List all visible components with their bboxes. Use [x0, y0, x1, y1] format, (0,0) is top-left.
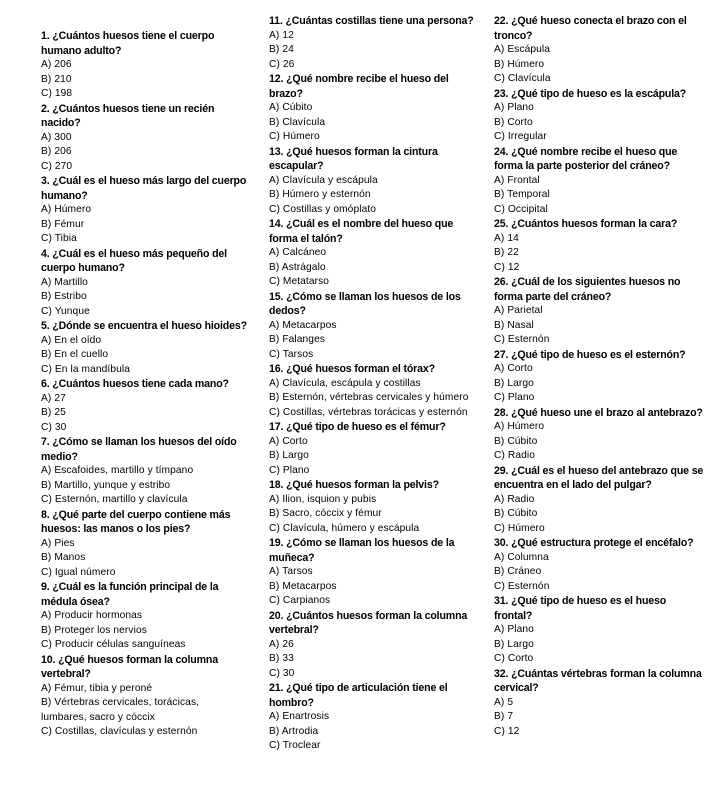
answer-option: C) 198	[41, 88, 73, 99]
question-item	[269, 72, 474, 145]
answer-option: A) 27	[41, 392, 66, 404]
question-text: 13. ¿Qué huesos forman la cintura escapular?	[269, 145, 438, 172]
answer-option: C) Húmero	[494, 522, 545, 534]
question-text: 7. ¿Cómo se llaman los huesos del oído medio?	[41, 436, 237, 463]
answer-option: A) Plano	[494, 102, 534, 113]
question-text: 19. ¿Cómo se llaman los huesos de la muñeca?	[269, 537, 455, 564]
question-item	[269, 145, 474, 218]
question-text: 18. ¿Qué huesos forman la pelvis?	[269, 479, 439, 491]
answer-option: C) Metatarso	[269, 276, 330, 287]
question-item	[494, 217, 706, 275]
answer-option: A) Plano	[494, 624, 534, 635]
question-text: 4. ¿Cuál es el hueso más pequeño del cuerpo humano?	[41, 247, 227, 274]
answer-option: C) Esternón	[494, 580, 550, 592]
question-text: 8. ¿Qué parte del cuerpo contiene más huesos: las manos o los pies?	[41, 508, 231, 535]
question-text: 11. ¿Cuántas costillas tiene una persona?	[269, 15, 474, 27]
answer-option: B) 7	[494, 711, 514, 722]
answer-option: B) Clavícula	[269, 116, 326, 128]
answer-option: C) Carpianos	[269, 595, 331, 606]
answer-option: B) Metacarpos	[269, 580, 337, 592]
answer-option: A) Columna	[494, 551, 549, 563]
answer-option: B) 210	[41, 73, 72, 85]
question-text: 5. ¿Dónde se encuentra el hueso hioides?	[41, 320, 247, 332]
answer-option: A) Pies	[41, 537, 75, 549]
question-item	[41, 174, 247, 247]
answer-option: A) Tarsos	[269, 566, 313, 577]
answer-option: C) Igual número	[41, 566, 116, 578]
question-item	[41, 319, 247, 377]
answer-option: B) Nasal	[494, 319, 534, 331]
answer-option: C) Producir células sanguíneas	[41, 639, 186, 650]
answer-option: B) Martillo, yunque y estribo	[41, 479, 171, 491]
question-item	[269, 478, 474, 536]
answer-option: B) Fémur	[41, 218, 85, 230]
answer-option: C) En la mandíbula	[41, 363, 131, 375]
question-text: 10. ¿Qué huesos forman la columna vertebral?	[41, 653, 218, 680]
answer-option: C) Clavícula, húmero y escápula	[269, 522, 420, 534]
question-text: 32. ¿Cuántas vértebras forman la columna cervical?	[494, 667, 702, 694]
answer-option: A) Clavícula y escápula	[269, 174, 378, 186]
answer-option: A) Frontal	[494, 174, 540, 186]
answer-option: A) 26	[269, 638, 294, 650]
question-text: 28. ¿Qué hueso une el brazo al antebrazo?	[494, 406, 703, 419]
question-item	[494, 594, 706, 667]
answer-option: B) Manos	[41, 552, 86, 563]
answer-option: C) Plano	[494, 392, 535, 403]
answer-option: A) 300	[41, 131, 72, 143]
question-item	[494, 536, 706, 594]
question-item	[41, 29, 247, 102]
answer-option: B) Vértebras cervicales, torácicas, lumbares, sacro y cóccix	[41, 697, 200, 723]
answer-option: B) Astrágalo	[269, 261, 326, 273]
question-item	[41, 435, 247, 508]
answer-option: B) Corto	[494, 116, 533, 128]
answer-option: C) Costillas y omóplato	[269, 203, 377, 215]
question-item	[41, 247, 247, 320]
answer-option: B) 33	[269, 653, 294, 664]
answer-option: B) Estribo	[41, 291, 87, 302]
question-text: 20. ¿Cuántos huesos forman la columna vertebral?	[269, 609, 468, 636]
answer-option: B) Húmero y esternón	[269, 189, 371, 200]
question-item	[41, 653, 247, 740]
question-text: 23. ¿Qué tipo de hueso es la escápula?	[494, 87, 687, 100]
answer-option: B) 206	[41, 146, 72, 157]
answer-option: C) 270	[41, 160, 73, 172]
answer-option: A) Cúbito	[269, 102, 313, 113]
answer-option: C) Occipital	[494, 203, 548, 215]
question-text: 3. ¿Cuál es el hueso más largo del cuerpo humano?	[41, 175, 247, 202]
answer-option: A) Corto	[269, 435, 308, 447]
answer-option: B) Cúbito	[494, 508, 538, 519]
answer-option: C) Troclear	[269, 740, 321, 751]
answer-option: A) 12	[269, 29, 294, 41]
answer-option: B) Sacro, cóccix y fémur	[269, 508, 382, 519]
quiz-column-3	[494, 0, 706, 738]
quiz-column-1	[41, 0, 247, 740]
question-item	[269, 536, 474, 609]
answer-option: A) Fémur, tibia y peroné	[41, 682, 153, 694]
answer-option: C) Yunque	[41, 305, 90, 317]
answer-option: A) Parietal	[494, 305, 543, 316]
answer-option: C) 30	[41, 421, 67, 433]
answer-option: B) Falanges	[269, 334, 326, 345]
answer-option: A) Escápula	[494, 44, 551, 55]
question-item	[494, 464, 706, 537]
answer-option: C) Radio	[494, 450, 535, 461]
question-item	[269, 217, 474, 290]
answer-option: B) Proteger los nervios	[41, 624, 147, 636]
answer-option: C) Esternón	[494, 334, 550, 345]
question-text: 1. ¿Cuántos huesos tiene el cuerpo humano adulto?	[41, 30, 215, 57]
question-item	[494, 14, 706, 87]
answer-option: A) Húmero	[41, 204, 92, 215]
question-item	[494, 406, 706, 464]
answer-option: A) Clavícula, escápula y costillas	[269, 377, 421, 389]
answer-option: B) Húmero	[494, 58, 545, 70]
question-item	[269, 609, 474, 682]
question-text: 2. ¿Cuántos huesos tiene un recién nacido?	[41, 102, 215, 129]
question-text: 31. ¿Qué tipo de hueso es el hueso frontal?	[494, 595, 667, 622]
answer-option: B) 25	[41, 407, 66, 418]
question-text: 6. ¿Cuántos huesos tiene cada mano?	[41, 378, 229, 390]
question-item	[41, 377, 247, 435]
answer-option: A) Martillo	[41, 276, 88, 288]
question-text: 16. ¿Qué huesos forman el tórax?	[269, 363, 435, 375]
question-text: 12. ¿Qué nombre recibe el hueso del brazo?	[269, 73, 449, 100]
answer-option: A) Producir hormonas	[41, 610, 143, 621]
answer-option: A) 5	[494, 696, 514, 708]
answer-option: C) Plano	[269, 464, 310, 476]
answer-option: C) Corto	[494, 653, 534, 664]
answer-option: A) Ilion, isquion y pubis	[269, 493, 377, 505]
question-text: 29. ¿Cuál es el hueso del antebrazo que se encuentra en el lado del pulgar?	[494, 464, 704, 491]
answer-option: B) Cráneo	[494, 566, 542, 577]
answer-option: A) Metacarpos	[269, 319, 337, 331]
question-item	[494, 348, 706, 406]
question-text: 9. ¿Cuál es la función principal de la médula ósea?	[41, 581, 219, 608]
answer-option: B) Largo	[494, 377, 534, 389]
answer-option: C) Clavícula	[494, 73, 551, 84]
answer-option: C) Irregular	[494, 131, 547, 142]
answer-option: A) 14	[494, 232, 519, 244]
answer-option: C) Húmero	[269, 131, 320, 142]
question-item	[269, 681, 474, 752]
answer-option: B) 24	[269, 44, 294, 55]
answer-option: A) En el oído	[41, 334, 102, 346]
answer-option: A) Corto	[494, 363, 533, 374]
question-item	[41, 102, 247, 175]
question-item	[494, 275, 706, 348]
question-text: 22. ¿Qué hueso conecta el brazo con el tronco?	[494, 15, 687, 42]
question-text: 25. ¿Cuántos huesos forman la cara?	[494, 218, 678, 230]
question-item	[41, 580, 247, 653]
quiz-column-2	[269, 0, 474, 752]
question-text: 14. ¿Cuál es el nombre del hueso que forma el talón?	[269, 218, 454, 245]
question-text: 27. ¿Qué tipo de hueso es el esternón?	[494, 348, 686, 361]
answer-option: A) Húmero	[494, 421, 545, 432]
question-item	[269, 420, 474, 478]
question-item	[269, 290, 474, 363]
answer-option: A) Escafoides, martillo y tímpano	[41, 465, 194, 476]
answer-option: C) Tibia	[41, 233, 77, 244]
answer-option: B) Temporal	[494, 189, 550, 200]
answer-option: B) Artrodia	[269, 725, 319, 737]
answer-option: C) Costillas, clavículas y esternón	[41, 726, 198, 737]
question-text: 17. ¿Qué tipo de hueso es el fémur?	[269, 421, 446, 433]
question-item	[269, 362, 474, 420]
answer-option: C) 12	[494, 261, 520, 273]
question-text: 30. ¿Qué estructura protege el encéfalo?	[494, 537, 694, 549]
answer-option: A) Enartrosis	[269, 711, 330, 722]
answer-option: C) 12	[494, 725, 520, 737]
answer-option: B) Esternón, vértebras cervicales y húmero	[269, 392, 469, 403]
question-item	[494, 87, 706, 145]
answer-option: B) 22	[494, 247, 519, 258]
answer-option: A) Calcáneo	[269, 247, 327, 258]
question-item	[41, 508, 247, 581]
answer-option: B) Largo	[269, 450, 309, 461]
answer-option: A) 206	[41, 59, 72, 70]
answer-option: C) Esternón, martillo y clavícula	[41, 494, 188, 505]
question-text: 15. ¿Cómo se llaman los huesos de los dedos?	[269, 290, 461, 317]
answer-option: C) Costillas, vértebras torácicas y esternón	[269, 406, 468, 418]
question-item	[269, 14, 474, 72]
answer-option: C) 26	[269, 58, 295, 70]
question-item	[494, 667, 706, 738]
answer-option: C) 30	[269, 667, 295, 679]
question-text: 21. ¿Qué tipo de articulación tiene el hombro?	[269, 682, 448, 709]
answer-option: A) Radio	[494, 493, 535, 505]
question-text: 24. ¿Qué nombre recibe el hueso que forma la parte posterior del cráneo?	[494, 145, 678, 172]
answer-option: C) Tarsos	[269, 348, 314, 360]
question-text: 26. ¿Cuál de los siguientes huesos no forma parte del cráneo?	[494, 276, 681, 303]
answer-option: B) En el cuello	[41, 349, 109, 360]
answer-option: B) Largo	[494, 638, 534, 650]
answer-option: B) Cúbito	[494, 435, 538, 447]
question-item	[494, 145, 706, 218]
